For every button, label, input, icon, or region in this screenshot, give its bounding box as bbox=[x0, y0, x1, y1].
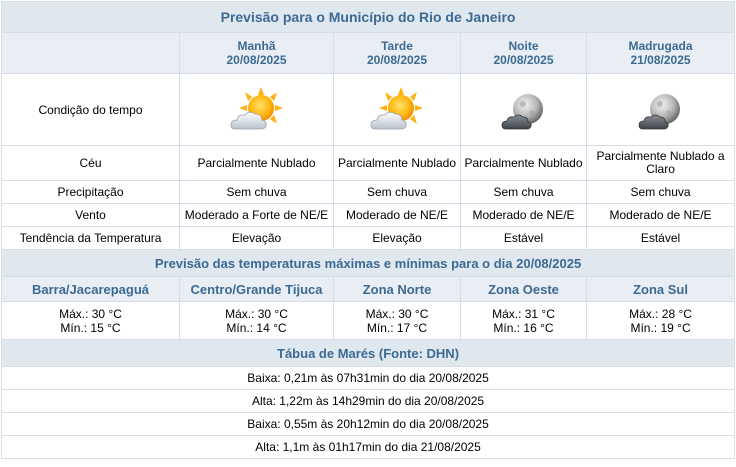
partly-cloudy-sun-icon bbox=[369, 85, 425, 135]
cloudy-moon-icon bbox=[496, 85, 552, 135]
period-name: Madrugada bbox=[628, 39, 693, 53]
ceu-cell-manha: Parcialmente Nublado bbox=[180, 146, 334, 181]
row-label-vento: Vento bbox=[2, 204, 180, 227]
tides-title: Tábua de Marés (Fonte: DHN) bbox=[2, 340, 735, 367]
ceu-cell-tarde: Parcialmente Nublado bbox=[334, 146, 461, 181]
temp-max: Máx.: 31 °C bbox=[492, 306, 555, 321]
tendencia-cell-noite: Estável bbox=[461, 227, 587, 250]
temp-max: Máx.: 28 °C bbox=[629, 306, 692, 321]
temp-min: Mín.: 19 °C bbox=[630, 320, 691, 335]
precipitacao-cell-madrugada: Sem chuva bbox=[587, 181, 735, 204]
temp-max: Máx.: 30 °C bbox=[365, 306, 429, 321]
period-header-noite bbox=[461, 33, 587, 74]
period-header-madrugada bbox=[587, 33, 735, 74]
tendencia-cell-tarde: Elevação bbox=[334, 227, 461, 250]
precipitacao-cell-manha: Sem chuva bbox=[180, 181, 334, 204]
condition-cell-madrugada bbox=[587, 74, 735, 146]
zone-header-oeste: Zona Oeste bbox=[461, 277, 587, 302]
period-name: Noite bbox=[508, 39, 539, 53]
tide-entry: Baixa: 0,21m às 07h31min do dia 20/08/2025 bbox=[2, 367, 735, 390]
temp-cell-oeste bbox=[461, 302, 587, 340]
zone-header-barra: Barra/Jacarepaguá bbox=[2, 277, 180, 302]
period-header-manha bbox=[180, 33, 334, 74]
condition-cell-tarde bbox=[334, 74, 461, 146]
forecast-table bbox=[1, 1, 735, 459]
tendencia-cell-manha: Elevação bbox=[180, 227, 334, 250]
tide-entry: Baixa: 0,55m às 20h12min do dia 20/08/2025 bbox=[2, 413, 735, 436]
tendencia-cell-madrugada: Estável bbox=[587, 227, 735, 250]
temp-min: Mín.: 17 °C bbox=[366, 320, 428, 335]
period-header-tarde bbox=[334, 33, 461, 74]
temp-min: Mín.: 15 °C bbox=[60, 320, 121, 335]
tide-entry: Alta: 1,1m às 01h17min do dia 21/08/2025 bbox=[2, 436, 735, 459]
vento-cell-madrugada: Moderado de NE/E bbox=[587, 204, 735, 227]
tide-entry: Alta: 1,22m às 14h29min do dia 20/08/2025 bbox=[2, 390, 735, 413]
cloudy-moon-icon bbox=[633, 85, 689, 135]
vento-cell-tarde: Moderado de NE/E bbox=[334, 204, 461, 227]
condition-cell-manha bbox=[180, 74, 334, 146]
period-date: 21/08/2025 bbox=[630, 53, 691, 67]
row-label-condicao: Condição do tempo bbox=[2, 74, 180, 146]
period-date: 20/08/2025 bbox=[226, 53, 287, 67]
temp-cell-centro bbox=[180, 302, 334, 340]
temp-min: Mín.: 14 °C bbox=[226, 320, 287, 335]
zone-header-sul: Zona Sul bbox=[587, 277, 735, 302]
period-header-empty bbox=[2, 33, 180, 74]
row-label-precipitacao: Precipitação bbox=[2, 181, 180, 204]
precipitacao-cell-tarde: Sem chuva bbox=[334, 181, 461, 204]
vento-cell-noite: Moderado de NE/E bbox=[461, 204, 587, 227]
period-name: Tarde bbox=[381, 39, 413, 53]
row-label-ceu: Céu bbox=[2, 146, 180, 181]
ceu-cell-noite: Parcialmente Nublado bbox=[461, 146, 587, 181]
vento-cell-manha: Moderado a Forte de NE/E bbox=[180, 204, 334, 227]
zone-header-centro: Centro/Grande Tijuca bbox=[180, 277, 334, 302]
temp-min: Mín.: 16 °C bbox=[493, 320, 554, 335]
precipitacao-cell-noite: Sem chuva bbox=[461, 181, 587, 204]
temps-title: Previsão das temperaturas máximas e mínimas para o dia 20/08/2025 bbox=[2, 250, 735, 277]
temp-max: Máx.: 30 °C bbox=[59, 306, 122, 321]
period-date: 20/08/2025 bbox=[493, 53, 554, 67]
ceu-cell-madrugada: Parcialmente Nublado a Claro bbox=[587, 146, 735, 181]
period-date: 20/08/2025 bbox=[366, 53, 428, 67]
row-label-tendencia: Tendência da Temperatura bbox=[2, 227, 180, 250]
period-name: Manhã bbox=[237, 39, 276, 53]
page-title: Previsão para o Município do Rio de Janeiro bbox=[2, 2, 735, 33]
temp-cell-sul bbox=[587, 302, 735, 340]
temp-max: Máx.: 30 °C bbox=[225, 306, 288, 321]
condition-cell-noite bbox=[461, 74, 587, 146]
temp-cell-barra bbox=[2, 302, 180, 340]
partly-cloudy-sun-icon bbox=[229, 85, 285, 135]
temp-cell-norte bbox=[334, 302, 461, 340]
zone-header-norte: Zona Norte bbox=[334, 277, 461, 302]
